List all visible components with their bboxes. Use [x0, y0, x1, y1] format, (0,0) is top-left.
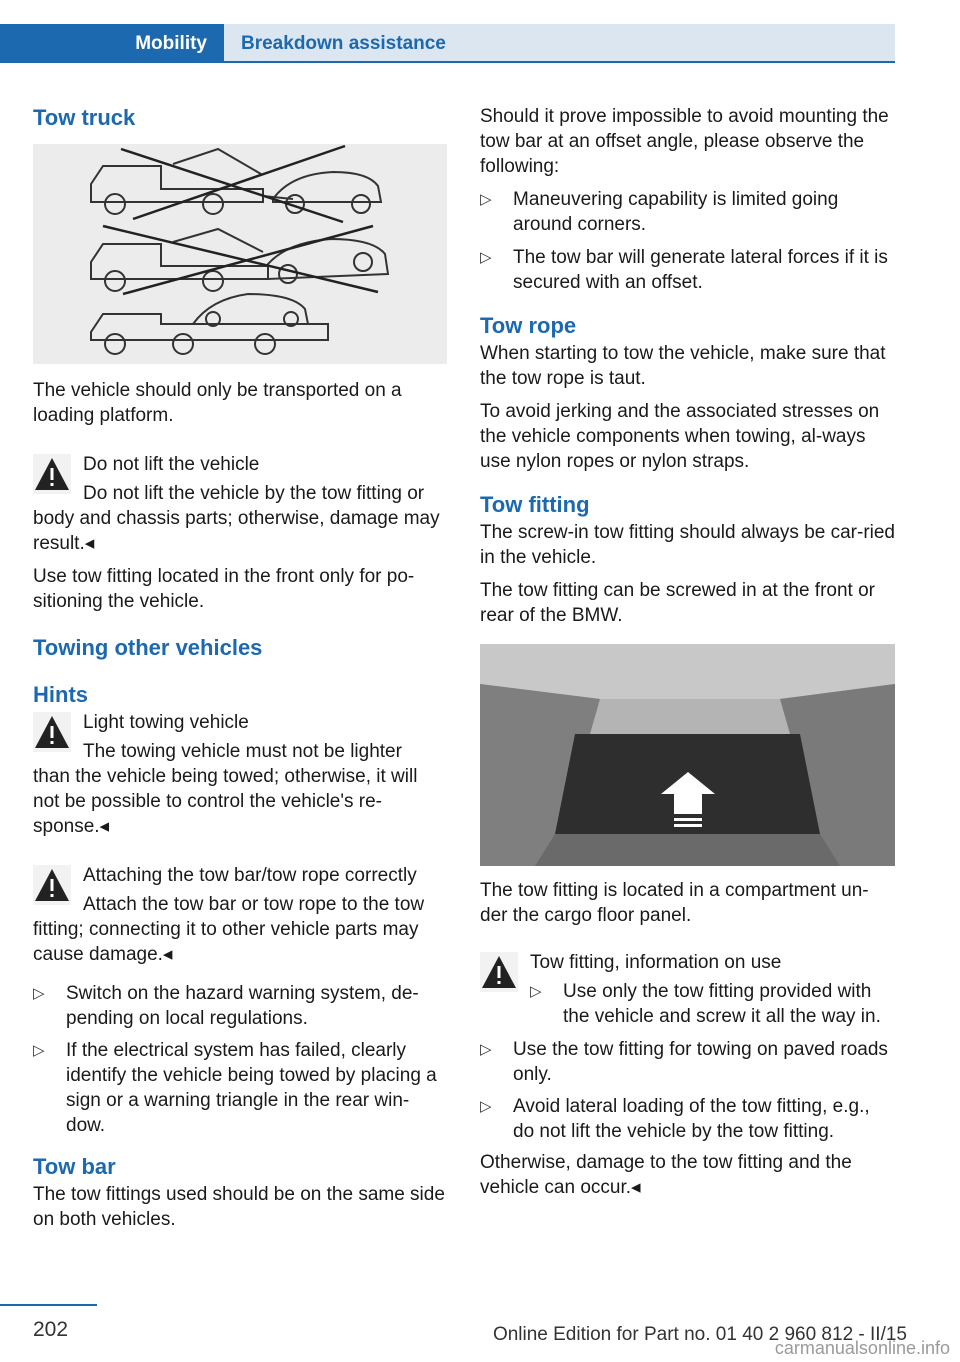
list-item: ▷ Maneuvering capability is limited going around corners.: [480, 187, 895, 237]
list-item: ▷ The tow bar will generate lateral forces if it is secured with an offset.: [480, 245, 895, 295]
hints-heading: Hints: [33, 682, 88, 707]
tow-truck-illustration: [33, 144, 447, 364]
warning-line: The towing vehicle must not be lighter: [83, 741, 402, 762]
header-rule: [0, 61, 895, 63]
chapter-tab: Breakdown assistance: [224, 24, 895, 63]
list-item: ▷ Switch on the hazard warning system, de‐pending on local regulations.: [33, 981, 447, 1031]
tow-rope-text: To avoid jerking and the associated stresses on the vehicle components when towing, al‐ways use nylon ropes or nylon straps.: [480, 401, 880, 472]
warning-line: Attach the tow bar or tow rope to the tow: [83, 894, 425, 915]
warning-triangle-icon: [33, 712, 71, 752]
use-bullet-list: [480, 1037, 895, 1144]
warning-title: Attaching the tow bar/tow rope correctly: [83, 865, 417, 886]
cargo-compartment-drawing: [480, 644, 895, 866]
warning-body: body and chassis parts; otherwise, damage may result.◂: [33, 508, 440, 554]
warning-triangle-icon: [480, 952, 518, 992]
list-item: ▷ Use the tow fitting for towing on paved roads only.: [480, 1037, 895, 1087]
towing-other-vehicles-heading: Towing other vehicles: [33, 635, 263, 660]
list-item: ▷ If the electrical system has failed, clearly identify the vehicle being towed by placing a sign or a warning triangle in the rear win‐dow.: [33, 1038, 447, 1138]
closing-text: Otherwise, damage to the tow fitting and the vehicle can occur.◂: [480, 1152, 852, 1198]
edition-text: Online Edition for Part no. 01 40 2 960 812 - II/15: [492, 1324, 907, 1345]
list-item: ▷ Use only the tow fitting provided with the vehicle and screw it all the way in.: [530, 979, 895, 1029]
towing-bullet-list: [33, 981, 447, 1138]
warning-tow-fitting-use: [480, 950, 895, 1029]
tow-rope-text: When starting to tow the vehicle, make sure that the tow rope is taut.: [480, 343, 886, 389]
tow-rope-heading: Tow rope: [480, 313, 577, 338]
warning-line: Do not lift the vehicle by the tow fitting or: [83, 483, 425, 504]
warning-do-not-lift: [33, 452, 447, 556]
right-column: [480, 100, 895, 1200]
warning-body: fitting; connecting it to other vehicle parts may cause damage.◂: [33, 919, 419, 965]
offset-text: Should it prove impossible to avoid mounting the tow bar at an offset angle, please observe the following:: [480, 106, 889, 177]
positioning-text: Use tow fitting located in the front only for po‐sitioning the vehicle.: [33, 566, 415, 612]
footer-rule: [0, 1304, 97, 1306]
tow-truck-text: The vehicle should only be transported on a loading platform.: [33, 380, 402, 426]
cargo-compartment-photo: [480, 644, 895, 866]
tow-fitting-heading: Tow fitting: [480, 492, 590, 517]
warning-title: Light towing vehicle: [83, 712, 249, 733]
warning-body: than the vehicle being towed; otherwise, it will not be possible to control the vehicle's re‐sponse.◂: [33, 766, 418, 837]
warning-attaching-tow-bar: [33, 863, 447, 967]
tow-fitting-location-text: The tow fitting is located in a compartment un‐der the cargo floor panel.: [480, 880, 869, 926]
warning-light-towing-vehicle: [33, 710, 447, 839]
tow-fitting-text: The screw-in tow fitting should always be car‐ried in the vehicle.: [480, 522, 896, 568]
tow-bar-heading: Tow bar: [33, 1154, 116, 1179]
warning-title: Do not lift the vehicle: [83, 454, 260, 475]
page-number: 202: [33, 1318, 69, 1341]
warning-title: Tow fitting, information on use: [530, 952, 782, 973]
tow-fitting-text: The tow fitting can be screwed in at the front or rear of the BMW.: [480, 580, 875, 626]
warning-triangle-icon: [33, 454, 71, 494]
tow-bar-text: The tow fittings used should be on the same side on both vehicles.: [33, 1184, 445, 1230]
offset-bullet-list: [480, 187, 895, 295]
header-bar: [0, 24, 895, 63]
list-item: ▷ Avoid lateral loading of the tow fitting, e.g., do not lift the vehicle by the tow fitting.: [480, 1094, 895, 1144]
warning-triangle-icon: [33, 865, 71, 905]
watermark: carmanualsonline.info: [774, 1338, 950, 1358]
tow-truck-heading: Tow truck: [33, 105, 136, 130]
left-column: [33, 100, 447, 1232]
section-tab: Mobility: [0, 24, 224, 63]
tow-truck-drawing: [33, 144, 447, 364]
